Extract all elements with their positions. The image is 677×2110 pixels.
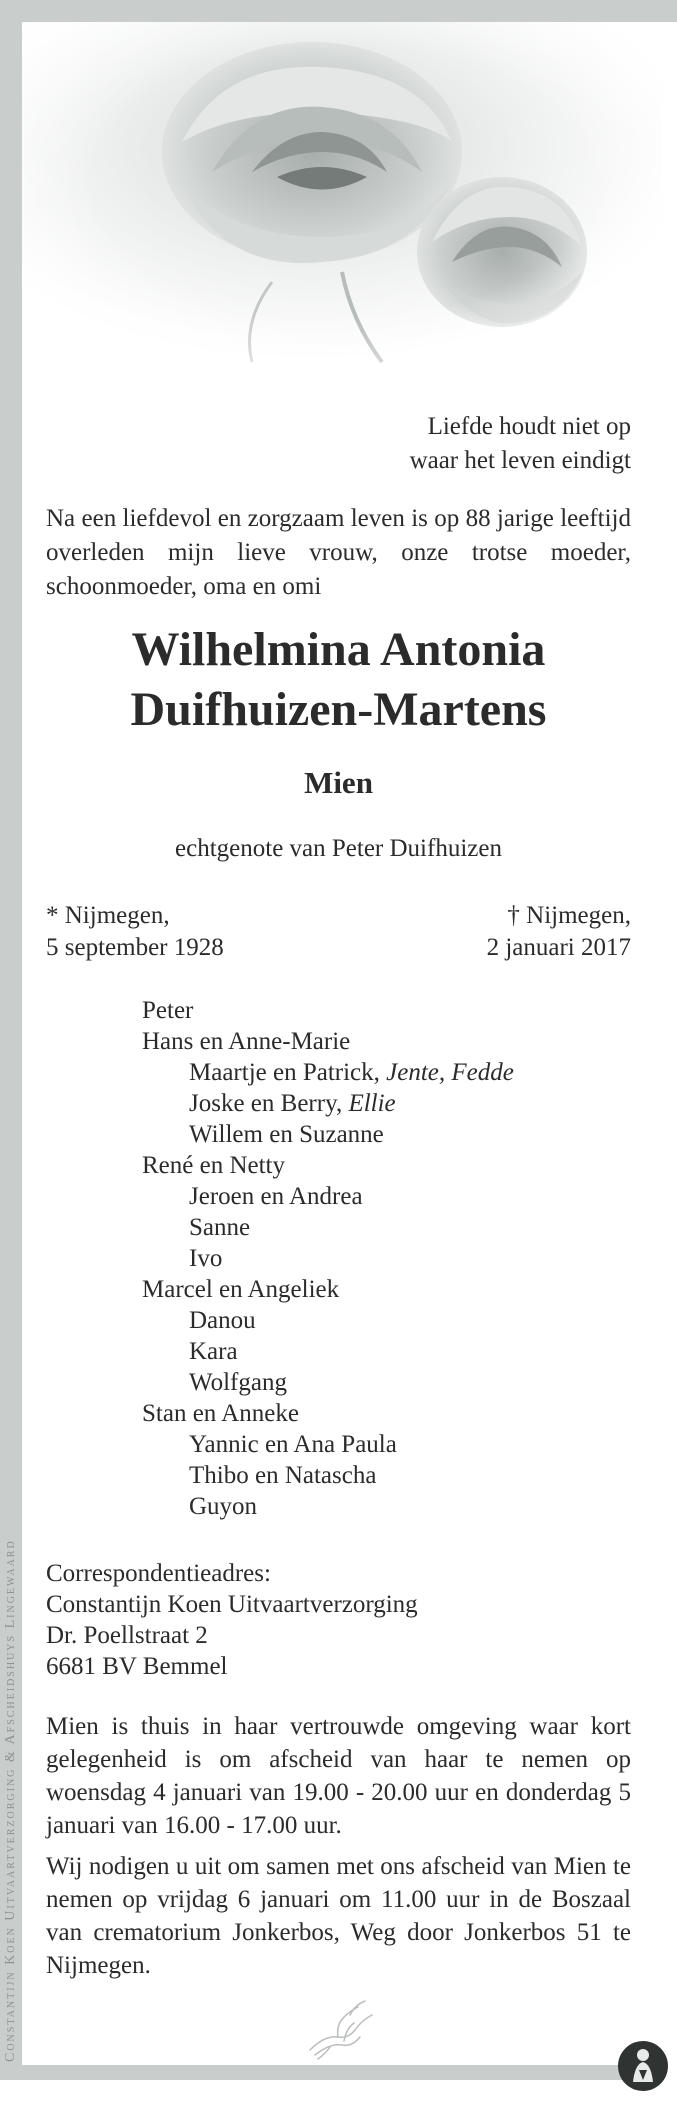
family-member: [142, 1274, 622, 1305]
motto-line: Liefde houdt niet op: [427, 413, 631, 440]
family-member: [142, 1398, 622, 1429]
family-member: [142, 1088, 622, 1119]
visit-paragraph: Mien is thuis in haar vertrouwde omgeving waar kort gelegenheid is om afscheid van haar te nemen op woensdag 4 januari van 19.00 - 20.00 uur en donderdag 5 januari van 16.00 - 17.00 uur.: [46, 1713, 631, 1839]
correspondence-line: Constantijn Koen Uitvaartverzorging: [46, 1591, 418, 1618]
family-member: [142, 1150, 622, 1181]
family-member-name: Jeroen en Andrea: [189, 1183, 363, 1210]
border-bottom: [0, 2065, 660, 2080]
correspondence-line: Correspondentieadres:: [46, 1560, 271, 1587]
family-member: [142, 1057, 622, 1088]
family-member-name: Joske en Berry,: [189, 1090, 349, 1117]
family-member: [142, 1026, 622, 1057]
family-member: [142, 1212, 622, 1243]
family-member: [142, 1429, 622, 1460]
family-member: [142, 1367, 622, 1398]
family-member-name: Hans en Anne-Marie: [142, 1028, 351, 1055]
name-line: Wilhelmina Antonia: [131, 623, 546, 676]
side-credit-text: Constantijn Koen Uitvaartverzorging & Afscheidshuys Lingewaard: [3, 1539, 18, 2062]
family-member-name: Thibo en Natascha: [189, 1462, 377, 1489]
rose-icon: [22, 22, 662, 377]
dates: [46, 900, 631, 964]
correspondence-address: [46, 1558, 631, 1682]
family-member-children: Ellie: [348, 1090, 396, 1117]
family-member-name: Guyon: [189, 1493, 258, 1520]
family-member-name: Wolfgang: [189, 1369, 287, 1396]
birth-place: * Nijmegen,: [46, 902, 170, 929]
rose-photo: [22, 22, 662, 377]
family-member-children: Jente, Fedde: [386, 1059, 514, 1086]
death-place: † Nijmegen,: [507, 902, 631, 929]
family-member-name: Peter: [142, 997, 194, 1024]
family-member-name: Willem en Suzanne: [189, 1121, 384, 1148]
hands-emblem-icon: [300, 1995, 380, 2065]
correspondence-line: Dr. Poellstraat 2: [46, 1622, 208, 1649]
family-member-name: Maartje en Patrick,: [189, 1059, 387, 1086]
family-member: [142, 1491, 622, 1522]
family-member-name: Kara: [189, 1338, 238, 1365]
death-info: [487, 900, 631, 964]
service-paragraph: Wij nodigen u uit om samen met ons afscheid van Mien te nemen op vrijdag 6 januari om 11.00 uur in de Boszaal van crematorium Jonkerbos, Weg door Jonkerbos 51 te Nijmegen.: [46, 1853, 631, 1979]
intro-text: Na een liefdevol en zorgzaam leven is op 88 jarige leeftijd overleden mijn lieve vrouw, onze trotse moeder, schoonmoeder, oma en omi: [46, 505, 631, 600]
family-member: [142, 1243, 622, 1274]
family-member-name: Stan en Anneke: [142, 1400, 299, 1427]
family-member: [142, 1460, 622, 1491]
deceased-name: [46, 620, 631, 740]
correspondence-line: 6681 BV Bemmel: [46, 1653, 228, 1680]
border-top: [0, 0, 677, 22]
family-member: [142, 1305, 622, 1336]
family-member-name: Danou: [189, 1307, 256, 1334]
name-line: Duifhuizen-Martens: [130, 683, 547, 736]
spouse-line: echtgenote van Peter Duifhuizen: [175, 835, 502, 862]
nickname: Mien: [304, 765, 373, 800]
family-member: [142, 1336, 622, 1367]
family-list: [142, 995, 622, 1522]
death-date: 2 januari 2017: [486, 934, 631, 961]
funeral-home-logo-icon: [617, 2040, 669, 2092]
family-member: [142, 1181, 622, 1212]
family-member: [142, 995, 622, 1026]
birth-info: [46, 900, 224, 964]
family-member-name: Marcel en Angeliek: [142, 1276, 340, 1303]
family-member-name: René en Netty: [142, 1152, 286, 1179]
family-member-name: Ivo: [189, 1245, 223, 1272]
birth-date: 5 september 1928: [46, 934, 224, 961]
motto-line: waar het leven eindigt: [409, 447, 631, 474]
family-member-name: Sanne: [189, 1214, 251, 1241]
motto: [46, 410, 631, 478]
family-member: [142, 1119, 622, 1150]
family-member-name: Yannic en Ana Paula: [189, 1431, 397, 1458]
